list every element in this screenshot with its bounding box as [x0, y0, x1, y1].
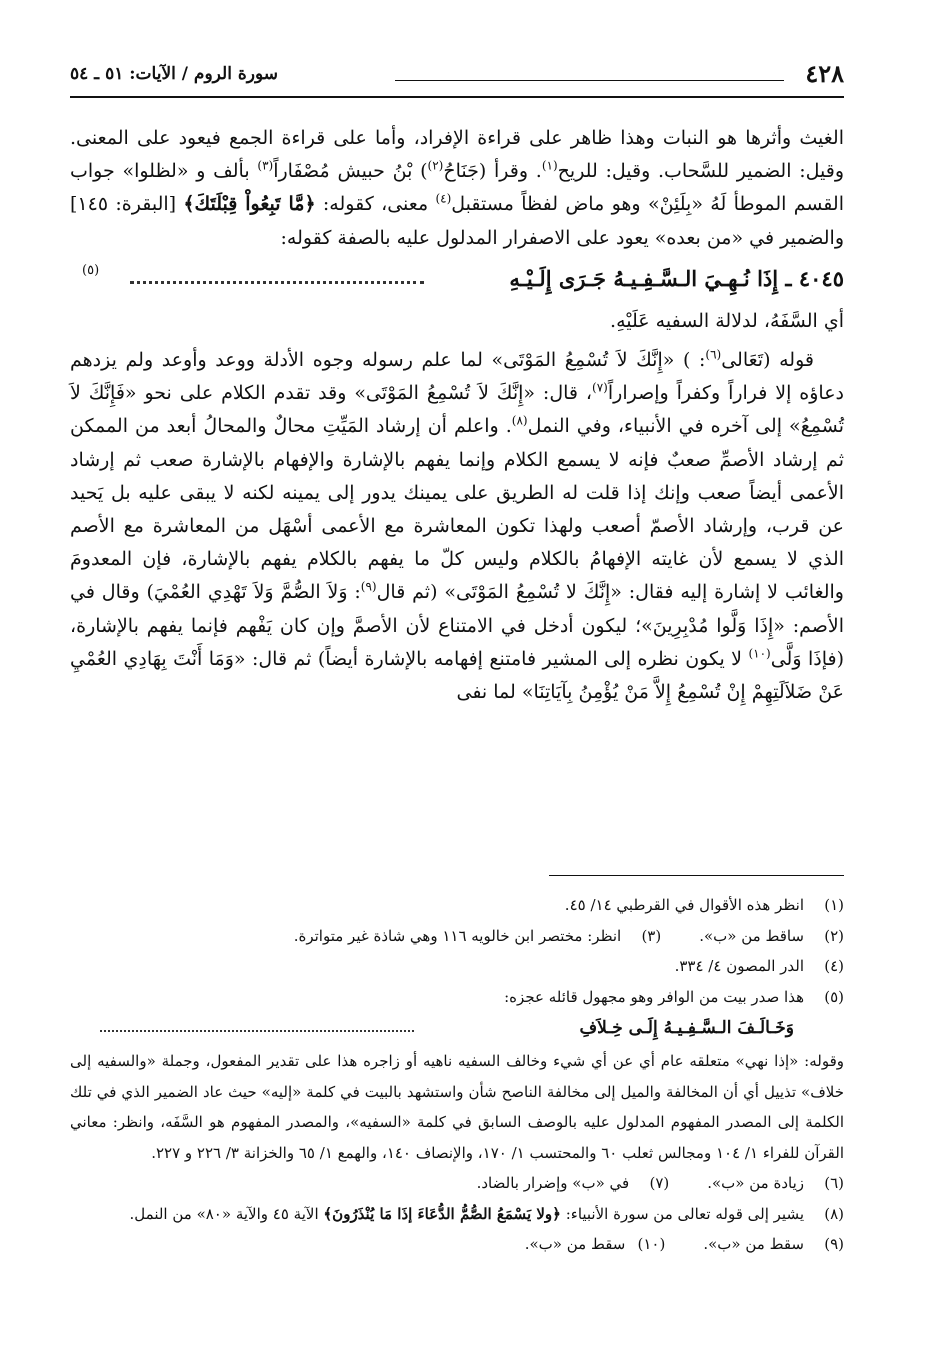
quran-quote: ﴿ولا يَسْمَعُ الصُّمُّ الدُّعَاءَ إذَا مَا يُنْذَرُونَ﴾ — [323, 1204, 561, 1223]
footnote-ref-4: (٤) — [435, 192, 452, 207]
footnote-ref-6: (٦) — [705, 347, 722, 362]
footnote-row-9-10 — [70, 1229, 844, 1260]
footnote-ref-1: (١) — [541, 158, 558, 173]
footnote-7: (٧) في «ب» وإضرار بالضاد. — [476, 1174, 670, 1192]
paragraph-1: الغيث وأثرها هو النبات وهذا ظاهر على قراءة الإفراد، وأما على قراءة الجمع فيعود على المعنى. وقيل: الضمير للسَّحاب. وقيل: للريح$^{(١)}$. وقرأ (جَنَاحُ$^{(٢)}$) بْنُ حبيش مُصْفَاراً$^{(٣)}$ بألف و «لظلوا» جواب القسم الموطأ لَهُ «بِلَئِنْ» وهو ماض لفظاً مستقبل$^{(٤)}$ معنى، كقوله: ﴿مَّا تَبِعُواْ قِبْلَتَكَ﴾ [البقرة: ١٤٥] والضمير في «من بعده» يعود على الاصفرار المدلول عليه بالصفة كقوله: — [70, 127, 844, 249]
footnote-1: (١) انظر هذه الأقوال في القرطبي ١٤/ ٤٥. — [564, 896, 844, 914]
footnote-4: (٤) الدر المصون ٤/ ٣٣٤. — [674, 957, 844, 975]
footnote-5-poem — [70, 1012, 844, 1046]
footnote-row-2-3 — [70, 921, 844, 952]
footnote-ref-2: (٢) — [427, 158, 444, 173]
footnotes — [70, 890, 844, 1260]
verse-text: ٤٠٤٥ ـ إِذَا نُـهِـيَ الـسَّـفِـيـهُ جَـرَى إِلَـيْـهِ — [509, 265, 844, 291]
footnote-8: (٨) يشير إلى قوله تعالى من سورة الأنبياء: ﴿ولا يَسْمَعُ الصُّمُّ الدُّعَاءَ إذَا مَا يُنْذَرُونَ﴾ الآية ٤٥ والآية «٨٠» من النمل. — [129, 1204, 844, 1223]
footnote-ref-10: (١٠) — [748, 646, 771, 661]
paragraph-3: قوله (تَعَالى$^{(٦)}$: ) «إِنَّكَ لاَ تُسْمِعُ المَوْتَى» لما علم رسوله وجوه الأدلة ووعد وأوعد ولم يزدهم دعاؤه إلا فراراً وكفراً وإصراراً$^{(٧)}$، قال: «إِنَّكَ لاَ تُسْمِعُ المَوْتَى» وقد تقدم الكلام على نحو «فَإِنَّكَ لاَ تُسْمِعُ» إلى آخره في الأنبياء، وفي النمل$^{(٨)}$. واعلم أن إرشاد المَيِّتِ محالٌ والمحالُ أبعد من الممكن ثم إرشاد الأصمِّ صعبٌ فإنه لا يسمع الكلام وإنما يفهم بالإشارة والإفهام بالإشارة صعب ثم إرشاد الأعمى أيضاً صعب وإنك إذا قلت له الطريق على يمينك يدور إلى يمينه لكنه لا يبقى عليه بل يَحيد عن قرب، وإرشاد الأصمّ أصعب ولهذا تكون المعاشرة مع الأعمى أسْهَل من المعاشرة مع الأصم الذي لا يسمع لأن غايته الإفهامُ بالكلام وليس كلّ ما يفهم بالكلام يفهم بالإشارة، فإن المعدومَ والغائب لا إشارة إليه فقال: «إِنَّكَ لا تُسْمِعُ المَوْتَى» (ثم قال$^{(٩)}$: وَلاَ الصُّمَّ وَلاَ تَهْدِي العُمْيَ) وقال في الأصم: «إِذَا وَلَّوا مُدْبِرِينَ»؛ ليكون أدخل في الامتناع لأن الأصمَّ وإن كان يَفْهم فإنما يفهم بالإشارة، (فإذَا وَلَّى$^{(١٠)}$ لا يكون نظره إلى المشير فامتنع إفهامه بالإشارة أيضاً) ثم قال: «وَمَا أَنْتَ بِهَادِي العُمْيِ عَنْ ضَلاَلَتِهِمْ إِنْ تُسْمِعُ إِلاَّ مَنْ يُؤْمِنُ بِآيَاتِنَا» لما نفى — [70, 347, 844, 704]
footnote-ref-8: (٨) — [511, 414, 528, 429]
footnote-10: (١٠) سقط من «ب». — [524, 1235, 666, 1253]
footnote-separator — [549, 875, 844, 876]
footnote-9: (٩) سقط من «ب». — [703, 1235, 844, 1253]
header-title: سورة الروم / الآيات: ٥١ ـ ٥٤ — [70, 64, 279, 84]
header-dash-line — [395, 80, 784, 81]
footnote-row-6-7 — [70, 1168, 844, 1199]
page-number: ٤٢٨ — [805, 59, 844, 88]
footnote-2: (٢) ساقط من «ب». — [699, 926, 844, 945]
main-text — [70, 122, 844, 709]
quran-quote: ﴿مَّا تَبِعُواْ قِبْلَتَكَ﴾ — [183, 193, 316, 216]
footnote-5-continuation: وقوله: «إذا نهي» متعلقه عام أي عن أي شيء وخالف السفيه ناهيه أو زاجره هذا على تقدير المفعول، وجملة «والسفيه إلى خلاف» تذييل أي أن المخالفة والميل إلى مخالفة الناصح شأن واستشهد بالبيت في كلمة «إليه» حيث عاد الضمير الذي في تلك الكلمة إلى المصدر المفهوم المدلول عليه بالوصف السابق في كلمة «السفيه»، والمصدر المفهوم هو السَّفَه، وانظر: معاني القرآن للفراء ١/ ١٠٤ ومجالس ثعلب ٦٠ والمحتسب ١/ ١٧٠، والإنصاف ١٤٠، والهمع ١/ ٦٥ والخزانة ٣/ ٢٢٦ و ٢٢٧. — [70, 1052, 844, 1162]
footnote-ref-9: (٩) — [360, 580, 377, 595]
footnote-5: (٥) هذا صدر بيت من الوافر وهو مجهول قائله عجزه: — [504, 987, 844, 1006]
running-header — [70, 58, 844, 90]
poem-dotted-line — [100, 1030, 414, 1032]
poetry-verse — [70, 259, 844, 303]
paragraph-2: أي السَّفَهُ، لدلالة السفيه عَلَيْهِ. — [610, 309, 844, 332]
footnote-6: (٦) زيادة من «ب». — [707, 1174, 844, 1192]
footnote-ref-5: (٥) — [82, 262, 100, 278]
poem-text: وَخَـالَـفَ الـسَّـفِـيـهُ إِلَـى خِـلاَفِ — [579, 1018, 794, 1038]
footnote-3: (٣) انظر: مختصر ابن خالويه ١١٦ وهي شاذة غير متواترة. — [293, 926, 662, 945]
footnote-ref-7: (٧) — [592, 380, 608, 395]
verse-dotted-line — [130, 281, 424, 284]
footnote-ref-3: (٣) — [257, 158, 274, 173]
header-rule — [70, 96, 844, 98]
